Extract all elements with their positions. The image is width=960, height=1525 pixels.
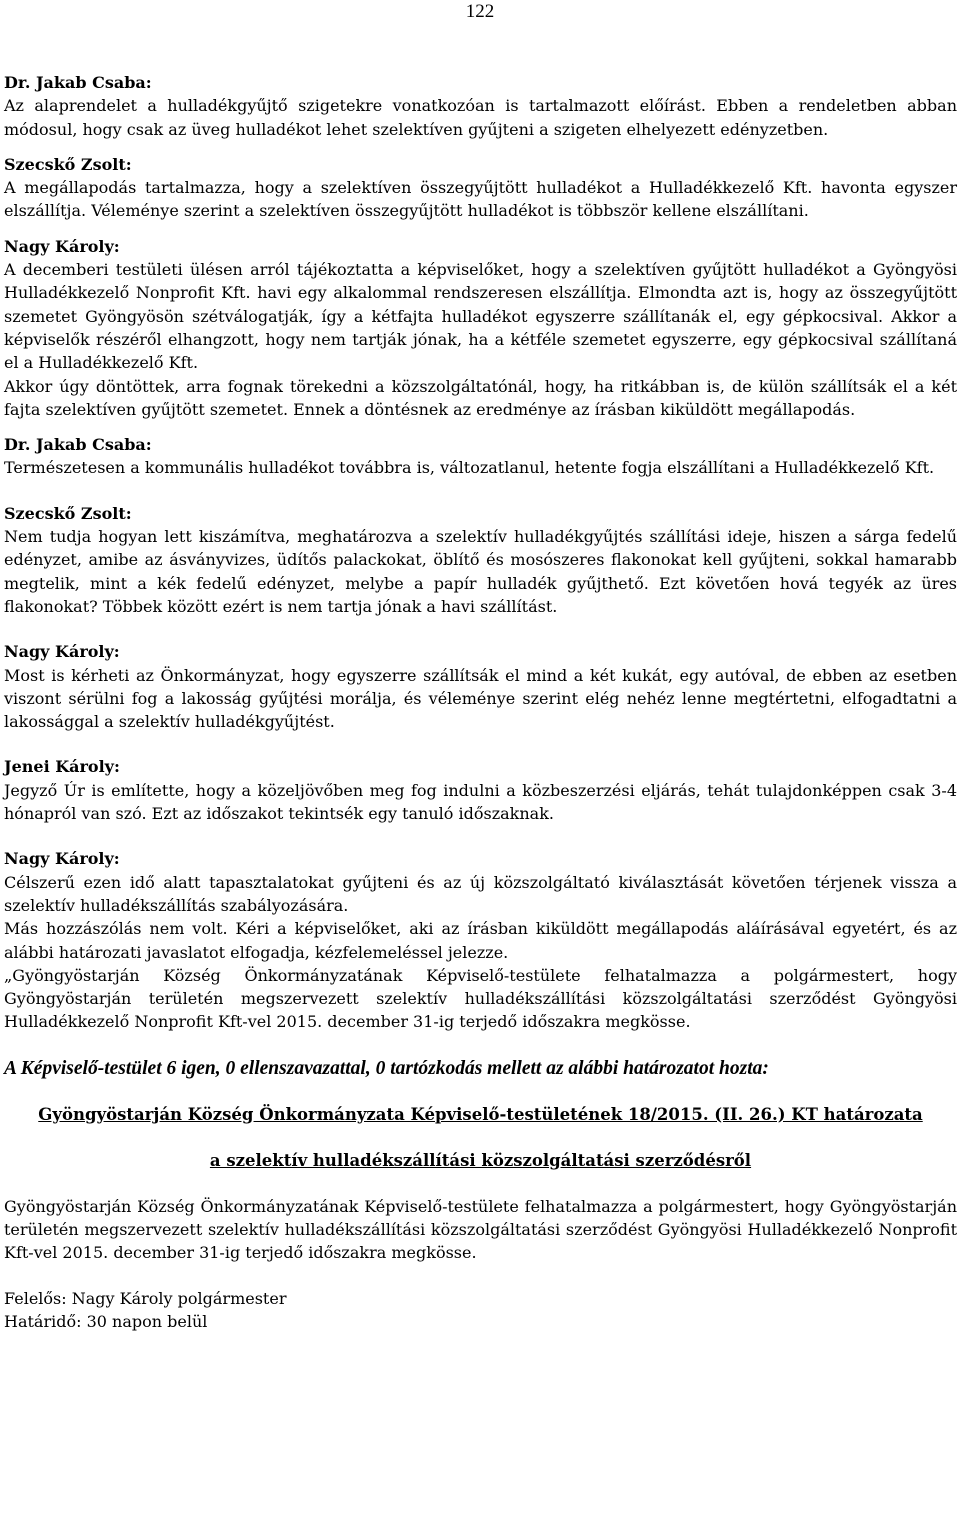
resolution-title: Gyöngyöstarján Község Önkormányzata Képviselő-testületének 18/2015. (II. 26.) KT határozata bbox=[38, 1104, 923, 1124]
speaker-name: Szecskő Zsolt: bbox=[4, 503, 132, 523]
speech-paragraph: Jegyző Úr is említette, hogy a közeljövőben meg fog indulni a közbeszerzési eljárás, tehát tulajdonképpen csak 3-4 hónapról van szó. Ezt az időszakot tekintsék egy tanuló időszaknak. bbox=[4, 780, 957, 824]
speaker-name: Dr. Jakab Csaba: bbox=[4, 73, 152, 92]
resolution-responsible: Felelős: Nagy Károly polgármester bbox=[4, 1288, 287, 1308]
speech-paragraph: A decemberi testületi ülésen arról tájékoztatta a képviselőket, hogy a szelektíven gyűjtött hulladékot a Gyöngyösi Hulladékkezelő Nonprofit Kft. havi egy alkalommal rendszeresen elszállítja. Elmondta azt is, hogy az összegyűjtött szemetet Gyöngyösön szétválogatják, így a kétfajta hulladékot egyszerre szállítanák el, egy gépkocsival. Akkor a képviselők részéről elhangzott, hogy nem tartják jónak, ha a kétféle szemetet egyszerre, egy gépkocsival szállítaná el a Hulladékkezelő Kft. bbox=[4, 260, 957, 373]
speech-paragraph: Nem tudja hogyan lett kiszámítva, meghatározva a szelektív hulladékgyűjtés szállítási ideje, hiszen a sárga fedelű edényzet, amibe az ásványvizes, üdítős palackokat, öblítő és mosószeres flakonokat kell gyűjteni, sokkal hamarabb megtelik, mint a kék fedelű edényzet, melybe a papír hulladék gyűjthető. Ezt követően hová tegyék az üres flakonokat? Többek között ezért is nem tartja jónak a havi szállítást. bbox=[4, 527, 957, 616]
speech-paragraph: Más hozzászólás nem volt. Kéri a képviselőket, aki az írásban kiküldött megállapodás aláírásával egyetért, és az alábbi határozati javaslatot elfogadja, kézfelemeléssel jelezze. bbox=[4, 919, 957, 962]
speaker-name: Jenei Károly: bbox=[4, 757, 120, 777]
resolution-body: Gyöngyöstarján Község Önkormányzatának Képviselő-testülete felhatalmazza a polgármestert, hogy Gyöngyöstarján területén megszervezett szelektív hulladékszállítási közszolgáltatási szerződést Gyöngyösi Hulladékkezelő Nonprofit Kft-vel 2015. december 31-ig terjedő időszakra megkösse. bbox=[4, 1196, 957, 1263]
speech-paragraph: Akkor úgy döntöttek, arra fognak törekedni a közszolgáltatónál, hogy, ha ritkábban is, de külön szállítsák el a két fajta szelektíven gyűjtött szemetet. Ennek a döntésnek az eredménye az írásban kiküldött megállapodás. bbox=[4, 376, 957, 419]
speech-paragraph: Most is kérheti az Önkormányzat, hogy egyszerre szállítsák el mind a két kukát, egy autóval, de ebben az esetben viszont sérülni fog a lakosság gyűjtési morálja, és véleménye szerint elég nehéz lenne megtértetni, elfogadtatni a lakossággal a szelektív hulladékgyűjtést. bbox=[4, 665, 957, 732]
resolution-subject: a szelektív hulladékszállítási közszolgáltatási szerződésről bbox=[209, 1150, 752, 1170]
speech-paragraph: Természetesen a kommunális hulladékot továbbra is, változatlanul, hetente fogja elszállítani a Hulladékkezelő Kft. bbox=[4, 458, 935, 478]
page-number: 122 bbox=[465, 1, 495, 22]
speaker-name: Nagy Károly: bbox=[4, 642, 120, 662]
resolution-deadline: Határidő: 30 napon belül bbox=[4, 1311, 208, 1331]
proposal-text: „Gyöngyöstarján Község Önkormányzatának Képviselő-testülete felhatalmazza a polgármestert, hogy Gyöngyöstarján területén megszervezett szelektív hulladékszállítási közszolgáltatási szerződést Gyöngyösi Hulladékkezelő Nonprofit Kft-vel 2015. december 31-ig terjedő időszakra megkösse. bbox=[4, 965, 957, 1032]
speech-paragraph: A megállapodás tartalmazza, hogy a szelektíven összegyűjtött hulladékot a Hulladékkezelő Kft. havonta egyszer elszállítja. Véleménye szerint a szelektíven összegyűjtött hulladékot is többször kellene elszállítani. bbox=[4, 178, 957, 221]
speech-paragraph: Az alaprendelet a hulladékgyűjtő szigetekre vonatkozóan is tartalmazott előírást. Ebben a rendeletben abban módosul, hogy csak az üveg hulladékot lehet szelektíven gyűjteni a szigeten elhelyezett edényzetben. bbox=[4, 96, 957, 139]
speaker-name: Szecskő Zsolt: bbox=[4, 154, 132, 174]
speech-paragraph: Célszerű ezen idő alatt tapasztalatokat gyűjteni és az új közszolgáltató kiválasztását követően térjenek vissza a szelektív hulladékszállítás szabályozására. bbox=[4, 872, 957, 915]
minutes-content bbox=[4, 71, 957, 1333]
speaker-name: Dr. Jakab Csaba: bbox=[4, 435, 152, 455]
speaker-name: Nagy Károly: bbox=[4, 236, 120, 256]
decision-statement: A Képviselő-testület 6 igen, 0 ellenszavazattal, 0 tartózkodás mellett az alábbi határozatot hozta: bbox=[4, 1057, 769, 1079]
speaker-name: Nagy Károly: bbox=[4, 849, 120, 869]
